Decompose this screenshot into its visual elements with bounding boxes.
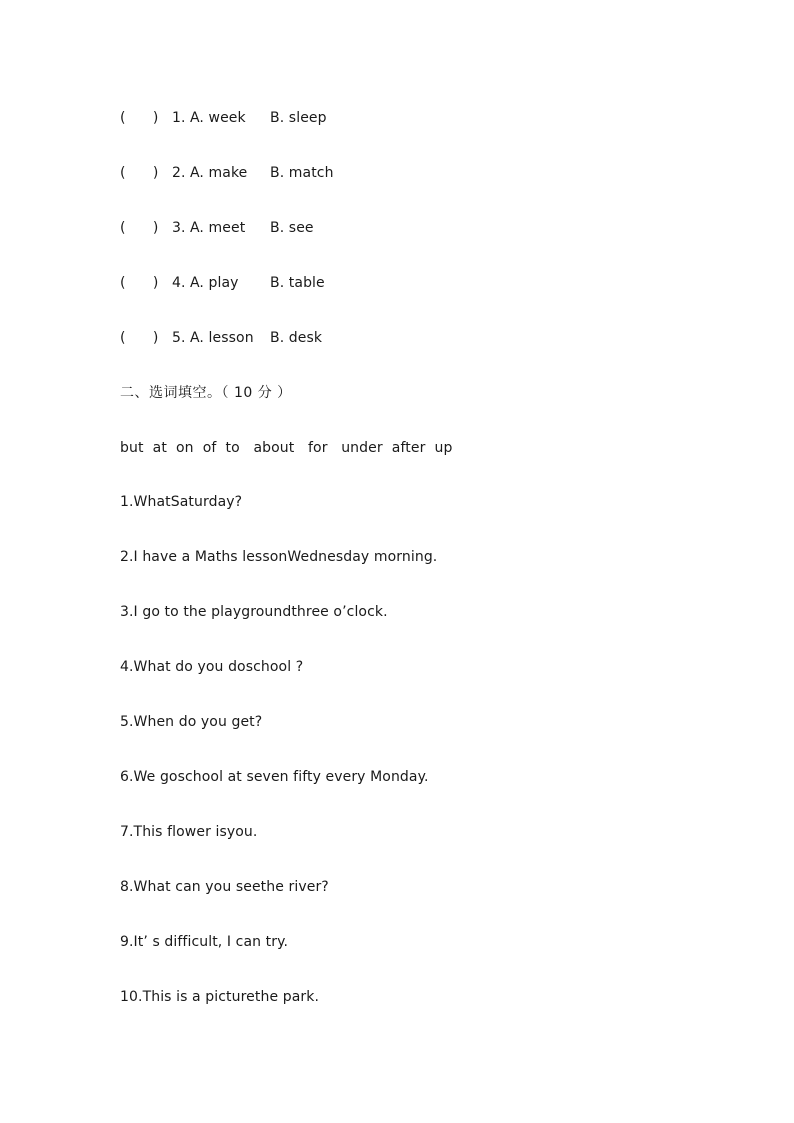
choice-item-4 (120, 274, 325, 292)
sentence-4: 4.What do you doschool ? (120, 659, 304, 675)
choice-item-1 (120, 109, 327, 127)
answer-blank: ( ) (120, 110, 159, 126)
choice-item-2 (120, 164, 334, 182)
choice-item-5 (120, 329, 322, 347)
option-a: A. meet (190, 220, 246, 236)
question-number: 2. (172, 165, 186, 181)
section-heading: 二、选词填空。（ 10 分 ） (120, 385, 292, 401)
sentence-2: 2.I have a Maths lessonWednesday morning. (120, 549, 438, 565)
answer-blank: ( ) (120, 330, 159, 346)
word-bank: but at on of to about for under after up (120, 440, 453, 456)
option-b: B. desk (270, 330, 323, 346)
sentence-7: 7.This flower isyou. (120, 824, 258, 840)
choice-item-3 (120, 219, 314, 237)
option-a: A. make (190, 165, 248, 181)
option-b: B. table (270, 275, 325, 291)
sentence-9: 9.It’ s difficult, I can try. (120, 934, 289, 950)
option-a: A. week (190, 110, 246, 126)
question-number: 5. (172, 330, 186, 346)
sentence-3: 3.I go to the playgroundthree o’clock. (120, 604, 388, 620)
question-number: 3. (172, 220, 186, 236)
sentence-6: 6.We goschool at seven fifty every Monday. (120, 769, 429, 785)
option-b: B. match (270, 165, 334, 181)
answer-blank: ( ) (120, 165, 159, 181)
sentence-8: 8.What can you seethe river? (120, 879, 329, 895)
sentence-10: 10.This is a picturethe park. (120, 989, 319, 1005)
answer-blank: ( ) (120, 220, 159, 236)
option-b: B. see (270, 220, 314, 236)
sentence-1: 1.WhatSaturday? (120, 494, 243, 510)
option-b: B. sleep (270, 110, 327, 126)
question-number: 4. (172, 275, 186, 291)
option-a: A. play (190, 275, 239, 291)
option-a: A. lesson (190, 330, 254, 346)
answer-blank: ( ) (120, 275, 159, 291)
question-number: 1. (172, 110, 186, 126)
sentence-5: 5.When do you get? (120, 714, 263, 730)
